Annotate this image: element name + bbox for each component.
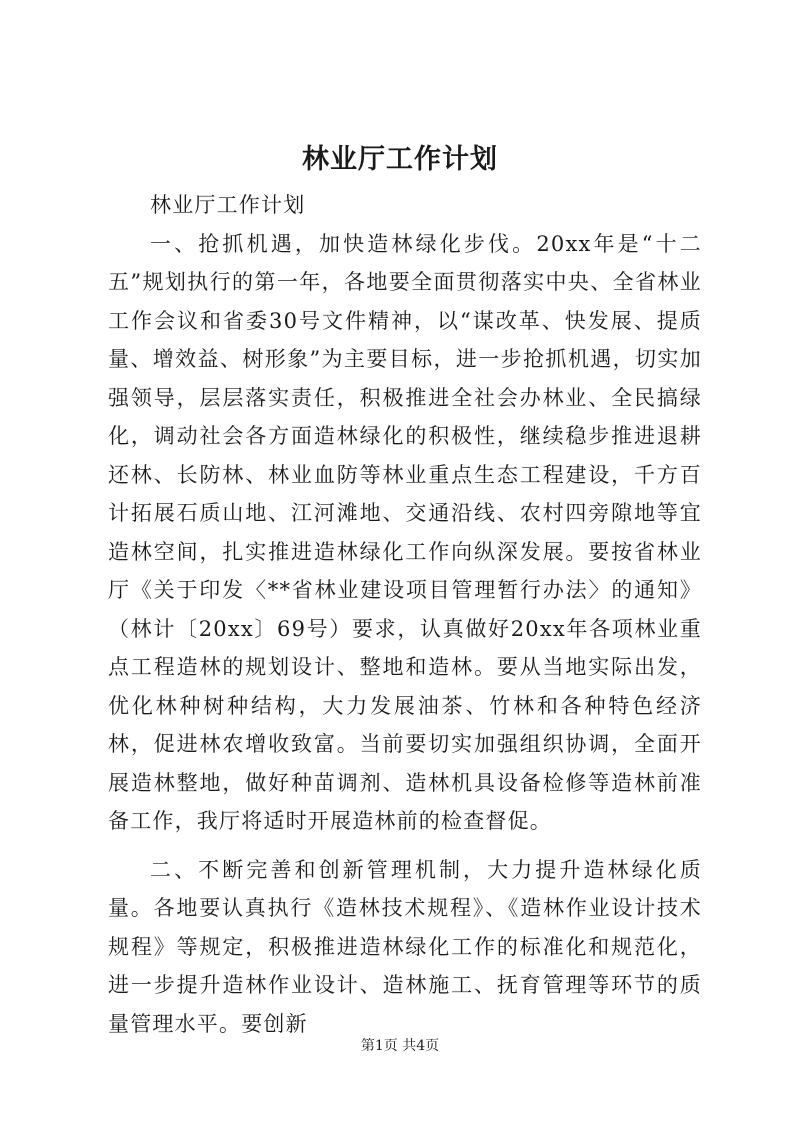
section-two-paragraph: 二、不断完善和创新管理机制，大力提升造林绿化质量。各地要认真执行《造林技术规程》、《造林作业设计技术规程》等规定，积极推进造林绿化工作的标准化和规范化，进一步提升造林作业设计、造林施工、抚育管理等环节的质量管理水平。要创新 — [108, 857, 702, 1036]
section-one-paragraph: 一、抢抓机遇，加快造林绿化步伐。20xx年是“十二五”规划执行的第一年，各地要全面贯彻落实中央、全省林业工作会议和省委30号文件精神，以“谋改革、快发展、提质量、增效益、树形象”为主要目标，进一步抢抓机遇，切实加强领导，层层落实责任，积极推进全社会办林业、全民搞绿化，调动社会各方面造林绿化的积极性，继续稳步推进退耕还林、长防林、林业血防等林业重点生态工程建设，千方百计拓展石质山地、江河滩地、交通沿线、农村四旁隙地等宜造林空间，扎实推进造林绿化工作向纵深发展。要按省林业厅《关于印发〈**省林业建设项目管理暂行办法〉的通知》（林计〔20xx〕69号）要求，认真做好20xx年各项林业重点工程造林的规划设计、整地和造林。要从当地实际出发，优化林种树种结构，大力发展油茶、竹林和各种特色经济林，促进林农增收致富。当前要切实加强组织协调，全面开展造林整地，做好种苗调剂、造林机具设备检修等造林前准备工作，我厅将适时开展造林前的检查督促。 — [108, 231, 702, 833]
subtitle-paragraph: 林业厅工作计划 — [150, 193, 306, 217]
document-body — [108, 186, 702, 1043]
page-footer: 第1页 共4页 — [360, 1038, 440, 1054]
document-title: 林业厅工作计划 — [302, 144, 498, 175]
